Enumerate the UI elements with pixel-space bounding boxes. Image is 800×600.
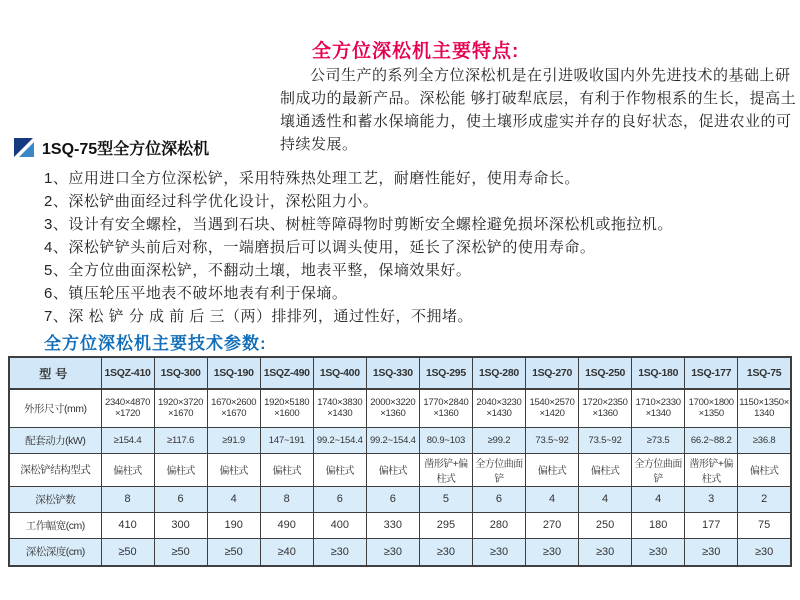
table-cell: 1920×5180×1600 — [260, 389, 313, 427]
feature-item: 4、深松铲铲头前后对称，一端磨损后可以调头使用，延长了深松铲的使用寿命。 — [44, 239, 596, 256]
table-cell: 80.9~103 — [419, 427, 472, 453]
table-cell: 6 — [313, 486, 366, 512]
table-cell: 1700×1800×1350 — [685, 389, 738, 427]
table-cell: 1540×2570×1420 — [526, 389, 579, 427]
table-cell: 1770×2840×1360 — [419, 389, 472, 427]
blue-triangles-bullet-icon — [14, 138, 34, 158]
table-cell: 270 — [526, 512, 579, 538]
table-cell: ≥30 — [632, 538, 685, 566]
product-heading — [14, 136, 209, 159]
table-cell: ≥30 — [685, 538, 738, 566]
table-cell: 2 — [738, 486, 791, 512]
table-cell: 全方位曲面铲 — [632, 453, 685, 486]
product-title: 1SQ-75型全方位深松机 — [42, 141, 210, 158]
table-cell: 99.2~154.4 — [313, 427, 366, 453]
table-row — [9, 427, 791, 453]
table-cell: ≥40 — [260, 538, 313, 566]
table-cell: 偏柱式 — [313, 453, 366, 486]
params-table — [8, 356, 792, 567]
table-cell: ≥30 — [579, 538, 632, 566]
table-row — [9, 486, 791, 512]
table-cell: 2000×3220×1360 — [366, 389, 419, 427]
table-cell: 177 — [685, 512, 738, 538]
table-cell: 280 — [472, 512, 525, 538]
table-cell: 偏柱式 — [101, 453, 154, 486]
table-cell: 6 — [154, 486, 207, 512]
table-cell: 2040×3230×1430 — [472, 389, 525, 427]
table-cell: 1920×3720×1670 — [154, 389, 207, 427]
table-cell: 凿形铲+偏柱式 — [685, 453, 738, 486]
table-cell: 400 — [313, 512, 366, 538]
feature-item: 6、镇压轮压平地表不破坏地表有利于保墒。 — [44, 285, 348, 302]
column-header: 1SQ-400 — [313, 357, 366, 389]
table-cell: 4 — [207, 486, 260, 512]
table-cell: ≥117.6 — [154, 427, 207, 453]
table-cell: 偏柱式 — [526, 453, 579, 486]
table-row — [9, 512, 791, 538]
table-cell: 偏柱式 — [154, 453, 207, 486]
row-label: 深松铲结构型式 — [9, 453, 101, 486]
table-cell: 410 — [101, 512, 154, 538]
column-header: 1SQ-330 — [366, 357, 419, 389]
table-cell: ≥30 — [313, 538, 366, 566]
table-cell: ≥30 — [366, 538, 419, 566]
row-label: 配套动力(kW) — [9, 427, 101, 453]
row-label: 深松深度(cm) — [9, 538, 101, 566]
table-cell: 190 — [207, 512, 260, 538]
table-cell: ≥30 — [472, 538, 525, 566]
column-header: 1SQ-280 — [472, 357, 525, 389]
table-cell: 6 — [472, 486, 525, 512]
column-header: 1SQ-180 — [632, 357, 685, 389]
table-cell: 147~191 — [260, 427, 313, 453]
column-header: 1SQ-75 — [738, 357, 791, 389]
table-cell: 全方位曲面铲 — [472, 453, 525, 486]
column-header: 型号 — [9, 357, 101, 389]
table-cell: 1670×2600×1670 — [207, 389, 260, 427]
table-row — [9, 538, 791, 566]
table-cell: 1710×2330×1340 — [632, 389, 685, 427]
features-title: 全方位深松机主要特点: — [312, 41, 520, 62]
table-cell: 330 — [366, 512, 419, 538]
row-label: 工作幅宽(cm) — [9, 512, 101, 538]
table-cell: 2340×4870×1720 — [101, 389, 154, 427]
table-cell: 250 — [579, 512, 632, 538]
feature-list — [44, 167, 794, 328]
table-cell: 180 — [632, 512, 685, 538]
table-cell: 4 — [579, 486, 632, 512]
feature-item: 2、深松铲曲面经过科学优化设计，深松阻力小。 — [44, 193, 379, 210]
table-cell: ≥36.8 — [738, 427, 791, 453]
table-cell: 偏柱式 — [366, 453, 419, 486]
table-cell: 凿形铲+偏柱式 — [419, 453, 472, 486]
table-cell: ≥154.4 — [101, 427, 154, 453]
table-body — [9, 389, 791, 566]
table-cell: 300 — [154, 512, 207, 538]
feature-item: 3、设计有安全螺栓，当遇到石块、树桩等障碍物时剪断安全螺栓避免损坏深松机或拖拉机。 — [44, 216, 673, 233]
table-cell: 295 — [419, 512, 472, 538]
table-cell: ≥91.9 — [207, 427, 260, 453]
column-header: 1SQ-300 — [154, 357, 207, 389]
intro-paragraph: 公司生产的系列全方位深松机是在引进吸收国内外先进技术的基础上研制成功的最新产品。深松能 够打破犁底层，有利于作物根系的生长，提高土壤通透性和蓄水保墒能力，使土壤形成虚实并存的良好状态，促进农业的可持续发展。 — [280, 67, 797, 153]
feature-item: 5、全方位曲面深松铲，不翻动土壤，地表平整，保墒效果好。 — [44, 262, 472, 279]
table-cell: 3 — [685, 486, 738, 512]
table-cell: ≥30 — [526, 538, 579, 566]
table-cell: 75 — [738, 512, 791, 538]
row-label: 深松铲数 — [9, 486, 101, 512]
feature-item: 7、深 松 铲 分 成 前 后 三（两）排排列，通过性好，不拥堵。 — [44, 308, 474, 325]
column-header: 1SQ-295 — [419, 357, 472, 389]
table-cell: 8 — [260, 486, 313, 512]
feature-item: 1、应用进口全方位深松铲，采用特殊热处理工艺，耐磨性能好，使用寿命长。 — [44, 170, 580, 187]
column-header: 1SQ-177 — [685, 357, 738, 389]
table-cell: ≥99.2 — [472, 427, 525, 453]
table-header-row — [9, 357, 791, 389]
params-title: 全方位深松机主要技术参数: — [44, 334, 267, 353]
table-cell: 8 — [101, 486, 154, 512]
table-cell: 偏柱式 — [207, 453, 260, 486]
table-cell: ≥50 — [101, 538, 154, 566]
table-cell: ≥73.5 — [632, 427, 685, 453]
table-cell: ≥30 — [738, 538, 791, 566]
table-cell: 1720×2350×1360 — [579, 389, 632, 427]
table-cell: 73.5~92 — [579, 427, 632, 453]
table-cell: 4 — [632, 486, 685, 512]
table-cell: 99.2~154.4 — [366, 427, 419, 453]
column-header: 1SQZ-490 — [260, 357, 313, 389]
table-cell: 1150×1350×1340 — [738, 389, 791, 427]
column-header: 1SQ-190 — [207, 357, 260, 389]
table-cell: 偏柱式 — [738, 453, 791, 486]
table-cell: 6 — [366, 486, 419, 512]
table-cell: 1740×3830×1430 — [313, 389, 366, 427]
table-cell: ≥50 — [154, 538, 207, 566]
table-cell: 偏柱式 — [579, 453, 632, 486]
column-header: 1SQZ-410 — [101, 357, 154, 389]
table-cell: 偏柱式 — [260, 453, 313, 486]
table-cell: 73.5~92 — [526, 427, 579, 453]
table-cell: 4 — [526, 486, 579, 512]
table-cell: ≥50 — [207, 538, 260, 566]
table-cell: 490 — [260, 512, 313, 538]
column-header: 1SQ-270 — [526, 357, 579, 389]
table-cell: 5 — [419, 486, 472, 512]
table-row — [9, 389, 791, 427]
row-label: 外形尺寸(mm) — [9, 389, 101, 427]
table-cell: 66.2~88.2 — [685, 427, 738, 453]
column-header: 1SQ-250 — [579, 357, 632, 389]
table-row — [9, 453, 791, 486]
table-cell: ≥30 — [419, 538, 472, 566]
